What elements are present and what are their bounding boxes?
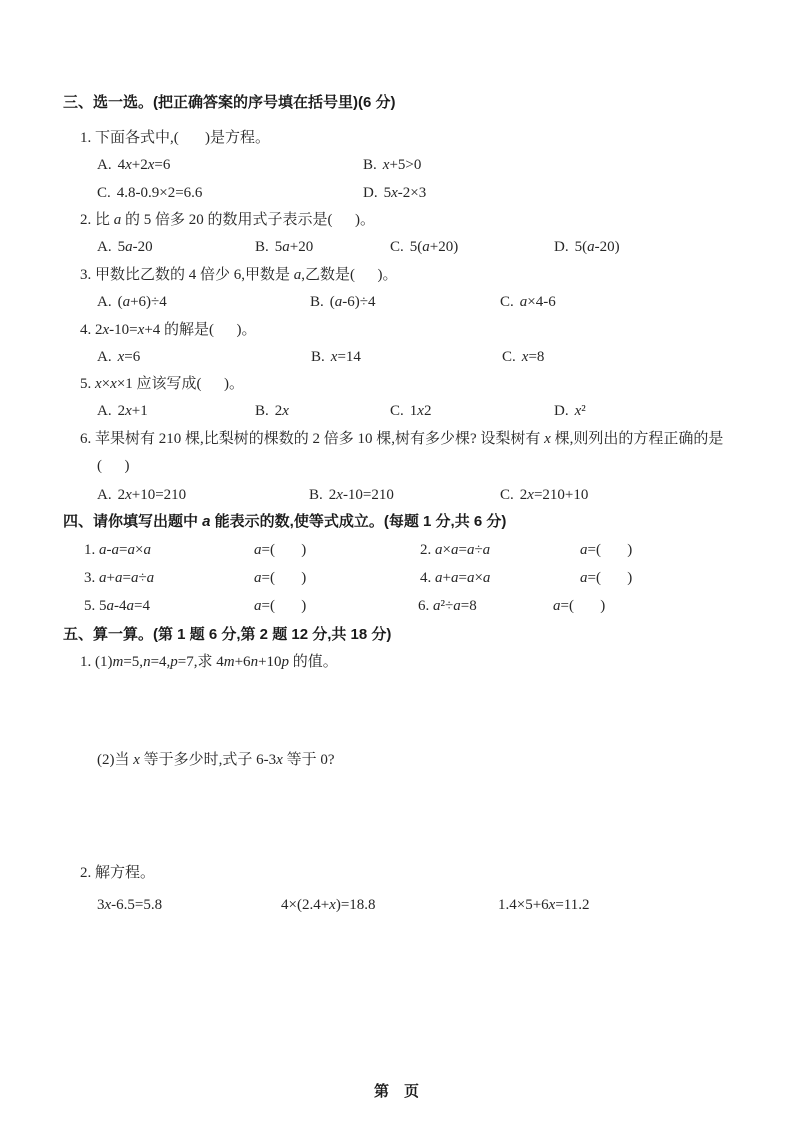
- q4-options-row: [0, 347, 793, 369]
- fill-item-1-equation: 1. a-a=a×a: [84, 542, 151, 558]
- q3-option-c: [500, 292, 556, 312]
- option-label: C.: [500, 487, 514, 503]
- option-label: D.: [554, 239, 569, 255]
- option-formula: 2x+10=210: [117, 487, 187, 503]
- section-3-title: 三、选一选。(把正确答案的序号填在括号里)(6 分): [63, 94, 396, 111]
- q4-option-a: [97, 347, 140, 367]
- calc-q2-label: 2. 解方程。: [80, 865, 156, 881]
- q4-option-c: [502, 347, 544, 367]
- q4-option-b: [311, 347, 361, 367]
- option-formula: 4x+2x=6: [117, 157, 171, 173]
- option-formula: 5a-20: [117, 239, 153, 255]
- q1-stem: 1. 下面各式中,( )是方程。: [80, 130, 270, 146]
- q1-option-a: [97, 155, 170, 175]
- q2-option-d: [554, 237, 620, 257]
- q6-answer-blank: ( ): [97, 458, 130, 474]
- option-label: B.: [255, 403, 269, 419]
- option-formula: 2x-10=210: [328, 487, 394, 503]
- option-formula: x=8: [521, 349, 545, 365]
- option-formula: 5a+20: [274, 239, 314, 255]
- q3-option-a: [97, 292, 167, 312]
- option-label: B.: [255, 239, 269, 255]
- q5-option-d: [554, 401, 586, 421]
- q1-options-row-2: [0, 183, 793, 205]
- q2-option-b: [255, 237, 313, 257]
- q6-option-c: [500, 485, 588, 505]
- q2-option-c: [390, 237, 458, 257]
- equation-1: 3x-6.5=5.8: [97, 897, 163, 913]
- option-label: A.: [97, 157, 112, 173]
- q6-options-row: [0, 485, 793, 507]
- fill-item-3-equation: 3. a+a=a÷a: [84, 570, 155, 586]
- section-4-row-1: [0, 540, 793, 562]
- fill-item-1-answer: a=( ): [254, 542, 307, 558]
- q5-stem: 5. x×x×1 应该写成( )。: [80, 376, 245, 392]
- option-label: A.: [97, 349, 112, 365]
- fill-item-6-equation: 6. a²÷a=8: [418, 598, 477, 614]
- solve-equations-row: [0, 895, 793, 917]
- q6-option-a: [97, 485, 186, 505]
- option-formula: 5(a+20): [409, 239, 459, 255]
- q5-option-b: [255, 401, 289, 421]
- q1-option-d: [363, 183, 426, 203]
- option-formula: a×4-6: [519, 294, 556, 310]
- option-formula: 2x=210+10: [519, 487, 589, 503]
- option-label: C.: [500, 294, 514, 310]
- option-formula: x+5>0: [382, 157, 422, 173]
- section-4-title: 四、请你填写出题中 a 能表示的数,使等式成立。(每题 1 分,共 6 分): [63, 513, 507, 530]
- option-label: D.: [554, 403, 569, 419]
- fill-item-6-answer: a=( ): [553, 598, 606, 614]
- q6-option-b: [309, 485, 394, 505]
- option-formula: x=14: [330, 349, 361, 365]
- section-4-row-2: [0, 568, 793, 590]
- fill-item-4-equation: 4. a+a=a×a: [420, 570, 491, 586]
- fill-item-2-answer: a=( ): [580, 542, 633, 558]
- q5-option-a: [97, 401, 148, 421]
- option-formula: x=6: [117, 349, 141, 365]
- option-formula: 5(a-20): [574, 239, 620, 255]
- q5-option-c: [390, 401, 431, 421]
- fill-item-4-answer: a=( ): [580, 570, 633, 586]
- equation-2: 4×(2.4+x)=18.8: [281, 897, 376, 913]
- option-label: C.: [97, 185, 111, 201]
- q3-option-b: [310, 292, 376, 312]
- option-label: C.: [390, 239, 404, 255]
- fill-item-5-equation: 5. 5a-4a=4: [84, 598, 150, 614]
- q3-stem: 3. 甲数比乙数的 4 倍少 6,甲数是 a,乙数是( )。: [80, 267, 398, 283]
- option-formula: 2x+1: [117, 403, 148, 419]
- option-label: C.: [390, 403, 404, 419]
- option-label: C.: [502, 349, 516, 365]
- calc-q1-part2: (2)当 x 等于多少时,式子 6-3x 等于 0?: [97, 752, 335, 768]
- option-label: A.: [97, 294, 112, 310]
- option-label: A.: [97, 487, 112, 503]
- q2-options-row: [0, 237, 793, 259]
- q2-option-a: [97, 237, 153, 257]
- option-formula: (a-6)÷4: [329, 294, 376, 310]
- fill-item-3-answer: a=( ): [254, 570, 307, 586]
- q6-stem: 6. 苹果树有 210 棵,比梨树的棵数的 2 倍多 10 棵,树有多少棵? 设梨树有 x 棵,则列出的方程正确的是: [80, 431, 724, 447]
- q5-options-row: [0, 401, 793, 423]
- option-label: A.: [97, 403, 112, 419]
- page-number-footer: 第 页: [373, 1083, 419, 1100]
- q2-stem: 2. 比 a 的 5 倍多 20 的数用式子表示是( )。: [80, 212, 376, 228]
- q1-options-row-1: [0, 155, 793, 177]
- equation-3: 1.4×5+6x=11.2: [498, 897, 590, 913]
- option-formula: x²: [574, 403, 586, 419]
- fill-item-2-equation: 2. a×a=a÷a: [420, 542, 491, 558]
- calc-q1-part1: 1. (1)m=5,n=4,p=7,求 4m+6n+10p 的值。: [80, 654, 338, 670]
- q1-option-b: [363, 155, 421, 175]
- q4-stem: 4. 2x-10=x+4 的解是( )。: [80, 322, 257, 338]
- option-label: B.: [310, 294, 324, 310]
- option-formula: 1x2: [409, 403, 432, 419]
- option-label: B.: [363, 157, 377, 173]
- option-label: A.: [97, 239, 112, 255]
- q1-option-c: [97, 183, 202, 203]
- option-formula: 2x: [274, 403, 289, 419]
- fill-item-5-answer: a=( ): [254, 598, 307, 614]
- option-label: B.: [309, 487, 323, 503]
- q3-options-row: [0, 292, 793, 314]
- option-formula: 4.8-0.9×2=6.6: [116, 185, 203, 201]
- section-4-row-3: [0, 596, 793, 618]
- section-5-title: 五、算一算。(第 1 题 6 分,第 2 题 12 分,共 18 分): [63, 626, 392, 643]
- option-label: D.: [363, 185, 378, 201]
- option-formula: (a+6)÷4: [117, 294, 167, 310]
- option-label: B.: [311, 349, 325, 365]
- option-formula: 5x-2×3: [383, 185, 427, 201]
